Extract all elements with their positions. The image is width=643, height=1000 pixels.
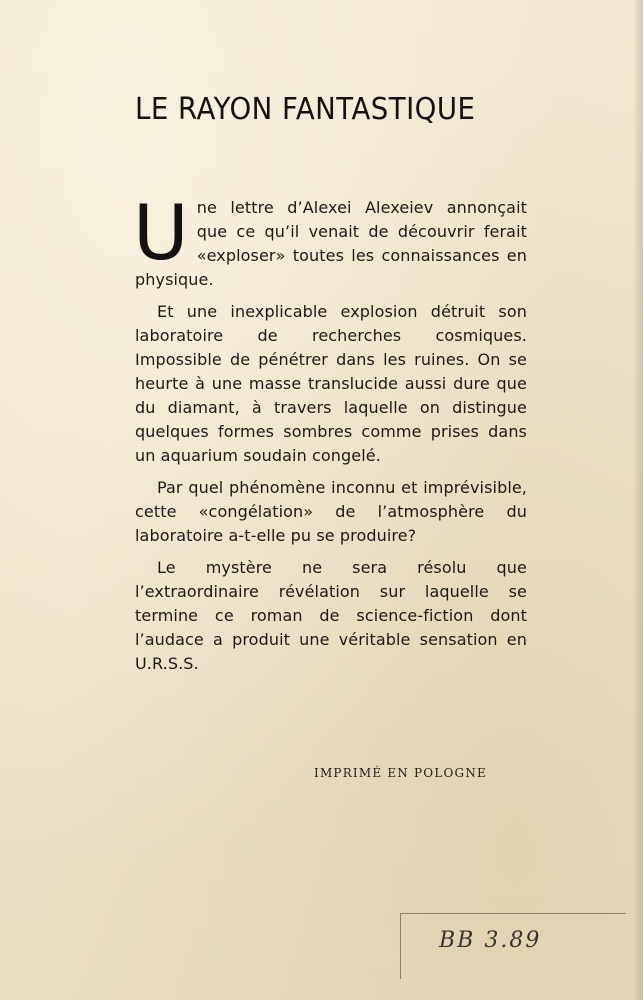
drop-cap: U: [133, 188, 189, 277]
blurb-paragraph-1-text: ne lettre d’Alexei Alexeiev annonçait que ce qu’il venait de découvrir ferait «exploser» toutes les connaissances en physique.: [135, 198, 527, 289]
blurb-paragraph-3: Par quel phénomène inconnu et imprévisible, cette «congélation» de l’atmosphère du laboratoire a-t-elle pu se produire?: [135, 478, 527, 545]
blurb-paragraph-2: Et une inexplicable explosion détruit son laboratoire de recherches cosmiques. Impossible de pénétrer dans les ruines. On se heurte à une masse translucide aussi dure que du diamant, à travers laquelle on distingue quelques formes sombres comme prises dans un aquarium soudain congelé.: [135, 302, 527, 465]
book-title: LE RAYON FANTASTIQUE: [135, 92, 476, 127]
blurb-paragraph-1: [133, 188, 527, 292]
page-edge-shadow: [633, 0, 643, 1000]
imprint-line: IMPRIMÉ EN POLOGNE: [314, 766, 487, 780]
blurb-text: [133, 188, 527, 684]
blurb-paragraph-4: Le mystère ne sera résolu que l’extraordinaire révélation sur laquelle se termine ce roman de science-fiction dont l’audace a produit une véritable sensation en U.R.S.S.: [135, 558, 527, 673]
stamp-handwriting: BB 3.89: [439, 928, 542, 953]
library-stamp: [400, 913, 626, 979]
